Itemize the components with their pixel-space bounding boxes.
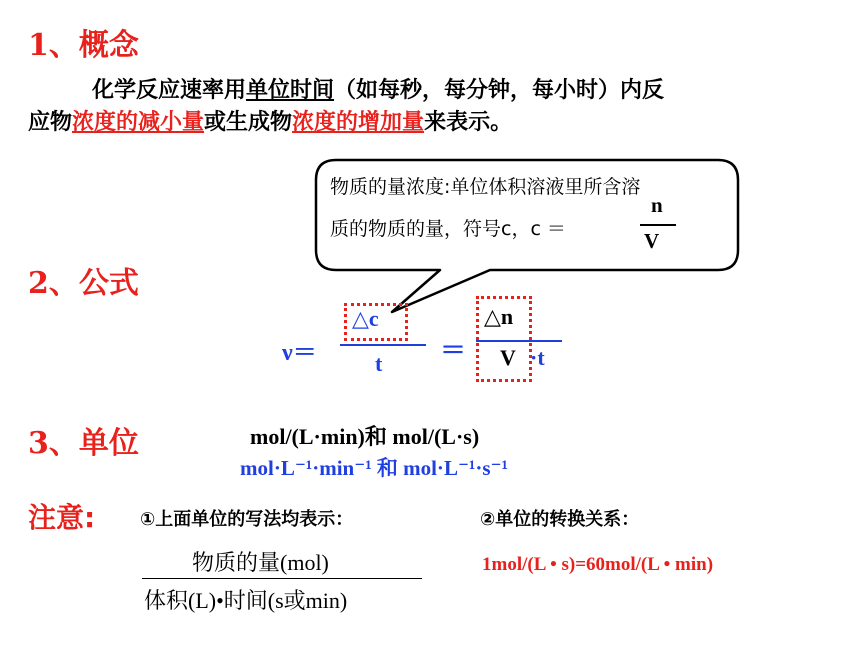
- definition-unit-time: 单位时间: [246, 78, 335, 103]
- formula-num1: △c: [352, 306, 379, 331]
- note-item1: ①上面单位的写法均表示：: [140, 509, 354, 530]
- definition-decrease: 浓度的减小量: [72, 110, 205, 135]
- formula-v: ν＝: [282, 340, 317, 366]
- note-frac-den: 体积(L)•时间(s或min): [144, 588, 348, 613]
- definition-text: 应物: [28, 110, 73, 135]
- note-frac-num: 物质的量(mol): [192, 550, 329, 575]
- note-item2: ②单位的转换关系：: [480, 509, 640, 530]
- formula-eq: ＝: [440, 336, 467, 365]
- section3-heading: 3、单位: [28, 426, 139, 461]
- formula-num2: △n: [484, 304, 514, 329]
- formula-frac-line1: [340, 344, 426, 346]
- formula-frac-line2: [476, 340, 562, 342]
- callout-line1: 物质的量浓度:单位体积溶液里所含溶: [330, 176, 641, 198]
- definition-text: 化学反应速率用: [92, 78, 247, 103]
- note-heading: 注意:: [28, 501, 96, 534]
- note-conversion: 1mol/(L • s)=60mol/(L • min): [482, 554, 714, 575]
- callout-line2: 质的物质的量，符号c，c ＝: [330, 218, 566, 240]
- note-frac-line: [142, 578, 422, 579]
- unit-line1: mol/(L·min)和 mol/(L·s): [250, 424, 480, 449]
- callout-frac-num: n: [651, 193, 663, 217]
- section1-heading: 1、概念: [28, 28, 139, 63]
- unit-line2: mol·L⁻¹·min⁻¹ 和 mol·L⁻¹·s⁻¹: [240, 456, 508, 480]
- callout-frac-den: V: [644, 229, 660, 253]
- definition-text: （如每秒，每分钟，每小时）内反: [334, 78, 665, 103]
- formula-den2-t: ·t: [530, 345, 545, 370]
- formula-den1: t: [375, 351, 383, 376]
- definition-increase: 浓度的增加量: [292, 110, 425, 135]
- formula-den2: V: [500, 345, 516, 370]
- callout-frac-line: [640, 224, 676, 226]
- section2-heading: 2、公式: [28, 266, 139, 301]
- definition-text: 来表示。: [424, 110, 513, 135]
- definition-text: 或生成物: [204, 110, 293, 135]
